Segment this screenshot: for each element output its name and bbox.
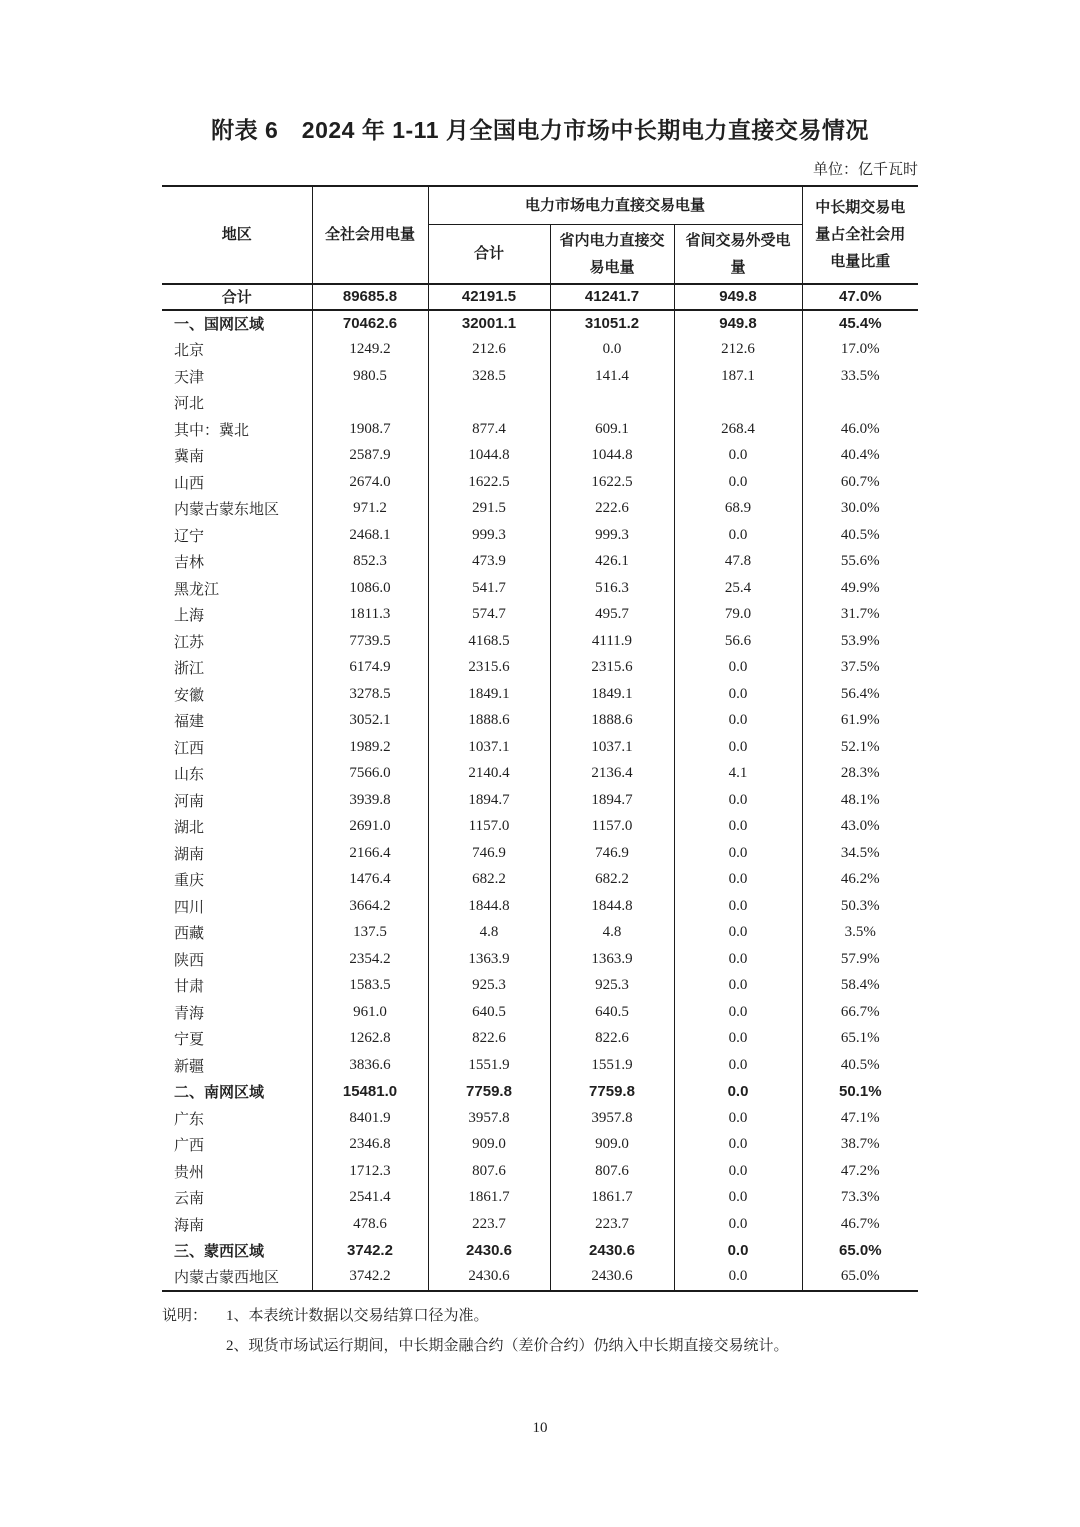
region-cell: 安徽 xyxy=(162,681,312,708)
value-cell: 3742.2 xyxy=(312,1238,428,1265)
value-cell: 30.0% xyxy=(802,496,918,523)
table-row xyxy=(162,310,918,337)
value-cell: 65.0% xyxy=(802,1238,918,1265)
value-cell: 42191.5 xyxy=(428,284,550,311)
table-row xyxy=(162,787,918,814)
value-cell: 1262.8 xyxy=(312,1026,428,1053)
value-cell: 33.5% xyxy=(802,363,918,390)
note-items xyxy=(226,1301,918,1363)
value-cell: 1861.7 xyxy=(550,1185,674,1212)
value-cell: 68.9 xyxy=(674,496,802,523)
value-cell: 4.1 xyxy=(674,761,802,788)
value-cell: 268.4 xyxy=(674,416,802,443)
region-cell: 江苏 xyxy=(162,628,312,655)
region-cell: 青海 xyxy=(162,999,312,1026)
value-cell: 8401.9 xyxy=(312,1105,428,1132)
value-cell: 822.6 xyxy=(428,1026,550,1053)
value-cell: 0.0 xyxy=(674,999,802,1026)
value-cell: 7739.5 xyxy=(312,628,428,655)
table-row xyxy=(162,708,918,735)
value-cell: 222.6 xyxy=(550,496,674,523)
value-cell: 3052.1 xyxy=(312,708,428,735)
value-cell: 212.6 xyxy=(674,337,802,364)
region-cell: 福建 xyxy=(162,708,312,735)
value-cell: 31.7% xyxy=(802,602,918,629)
value-cell: 31051.2 xyxy=(550,310,674,337)
value-cell: 70462.6 xyxy=(312,310,428,337)
value-cell: 1622.5 xyxy=(428,469,550,496)
value-cell: 50.3% xyxy=(802,893,918,920)
table-row xyxy=(162,284,918,311)
region-cell: 广西 xyxy=(162,1132,312,1159)
value-cell: 53.9% xyxy=(802,628,918,655)
value-cell: 0.0 xyxy=(674,973,802,1000)
region-cell: 云南 xyxy=(162,1185,312,1212)
value-cell: 79.0 xyxy=(674,602,802,629)
col-header-intra-provincial: 省内电力直接交易电量 xyxy=(550,224,674,284)
value-cell: 1811.3 xyxy=(312,602,428,629)
value-cell: 1888.6 xyxy=(428,708,550,735)
value-cell: 1989.2 xyxy=(312,734,428,761)
value-cell: 1551.9 xyxy=(428,1052,550,1079)
value-cell: 1712.3 xyxy=(312,1158,428,1185)
value-cell: 3.5% xyxy=(802,920,918,947)
region-cell: 河南 xyxy=(162,787,312,814)
value-cell: 999.3 xyxy=(428,522,550,549)
value-cell: 495.7 xyxy=(550,602,674,629)
region-cell: 山西 xyxy=(162,469,312,496)
value-cell: 3742.2 xyxy=(312,1264,428,1291)
value-cell: 807.6 xyxy=(550,1158,674,1185)
value-cell: 746.9 xyxy=(550,840,674,867)
region-cell: 三、蒙西区域 xyxy=(162,1238,312,1265)
value-cell: 56.4% xyxy=(802,681,918,708)
value-cell: 1249.2 xyxy=(312,337,428,364)
table-row xyxy=(162,681,918,708)
value-cell: 28.3% xyxy=(802,761,918,788)
value-cell: 66.7% xyxy=(802,999,918,1026)
region-cell: 内蒙古蒙西地区 xyxy=(162,1264,312,1291)
value-cell: 48.1% xyxy=(802,787,918,814)
value-cell: 909.0 xyxy=(550,1132,674,1159)
value-cell: 7759.8 xyxy=(428,1079,550,1106)
table-row xyxy=(162,1158,918,1185)
col-header-market-group: 电力市场电力直接交易电量 xyxy=(428,186,802,224)
value-cell: 47.8 xyxy=(674,549,802,576)
value-cell: 1037.1 xyxy=(428,734,550,761)
value-cell: 999.3 xyxy=(550,522,674,549)
value-cell: 2430.6 xyxy=(428,1238,550,1265)
region-cell: 其中：冀北 xyxy=(162,416,312,443)
value-cell: 0.0 xyxy=(674,787,802,814)
table-row xyxy=(162,814,918,841)
value-cell: 2430.6 xyxy=(550,1238,674,1265)
region-cell: 广东 xyxy=(162,1105,312,1132)
page-number: 10 xyxy=(532,1420,548,1436)
value-cell: 7566.0 xyxy=(312,761,428,788)
value-cell: 1037.1 xyxy=(550,734,674,761)
value-cell: 46.7% xyxy=(802,1211,918,1238)
value-cell: 0.0 xyxy=(674,1105,802,1132)
value-cell: 2468.1 xyxy=(312,522,428,549)
value-cell: 6174.9 xyxy=(312,655,428,682)
value-cell: 3939.8 xyxy=(312,787,428,814)
value-cell: 0.0 xyxy=(674,443,802,470)
value-cell: 971.2 xyxy=(312,496,428,523)
value-cell: 47.1% xyxy=(802,1105,918,1132)
value-cell: 0.0 xyxy=(674,1132,802,1159)
value-cell xyxy=(802,390,918,417)
value-cell: 3957.8 xyxy=(550,1105,674,1132)
value-cell: 682.2 xyxy=(428,867,550,894)
region-cell: 新疆 xyxy=(162,1052,312,1079)
region-cell: 内蒙古蒙东地区 xyxy=(162,496,312,523)
table-row xyxy=(162,416,918,443)
value-cell: 2315.6 xyxy=(428,655,550,682)
value-cell: 426.1 xyxy=(550,549,674,576)
value-cell: 43.0% xyxy=(802,814,918,841)
col-header-total-consumption: 全社会用电量 xyxy=(312,186,428,284)
region-cell: 陕西 xyxy=(162,946,312,973)
value-cell: 2691.0 xyxy=(312,814,428,841)
value-cell: 34.5% xyxy=(802,840,918,867)
value-cell: 38.7% xyxy=(802,1132,918,1159)
value-cell: 0.0 xyxy=(550,337,674,364)
table-row xyxy=(162,734,918,761)
table-row xyxy=(162,602,918,629)
region-cell: 湖北 xyxy=(162,814,312,841)
value-cell: 0.0 xyxy=(674,708,802,735)
value-cell: 61.9% xyxy=(802,708,918,735)
value-cell: 949.8 xyxy=(674,284,802,311)
value-cell: 852.3 xyxy=(312,549,428,576)
value-cell: 65.0% xyxy=(802,1264,918,1291)
table-row xyxy=(162,363,918,390)
trading-data-table xyxy=(162,185,918,1292)
value-cell: 25.4 xyxy=(674,575,802,602)
value-cell: 47.0% xyxy=(802,284,918,311)
value-cell: 1844.8 xyxy=(428,893,550,920)
value-cell: 1476.4 xyxy=(312,867,428,894)
value-cell: 0.0 xyxy=(674,814,802,841)
value-cell: 89685.8 xyxy=(312,284,428,311)
region-cell: 上海 xyxy=(162,602,312,629)
notes xyxy=(162,1301,918,1363)
table-row xyxy=(162,628,918,655)
table-row xyxy=(162,1185,918,1212)
value-cell: 2354.2 xyxy=(312,946,428,973)
table-row xyxy=(162,337,918,364)
value-cell: 909.0 xyxy=(428,1132,550,1159)
value-cell: 212.6 xyxy=(428,337,550,364)
region-cell: 重庆 xyxy=(162,867,312,894)
value-cell: 1849.1 xyxy=(550,681,674,708)
table-row xyxy=(162,1211,918,1238)
value-cell: 4.8 xyxy=(428,920,550,947)
value-cell: 1894.7 xyxy=(550,787,674,814)
region-cell: 江西 xyxy=(162,734,312,761)
table-row xyxy=(162,946,918,973)
table-row xyxy=(162,867,918,894)
value-cell: 15481.0 xyxy=(312,1079,428,1106)
value-cell: 65.1% xyxy=(802,1026,918,1053)
value-cell: 55.6% xyxy=(802,549,918,576)
col-header-region: 地区 xyxy=(162,186,312,284)
value-cell: 73.3% xyxy=(802,1185,918,1212)
value-cell: 2346.8 xyxy=(312,1132,428,1159)
region-cell: 西藏 xyxy=(162,920,312,947)
value-cell: 0.0 xyxy=(674,1052,802,1079)
page-content xyxy=(162,112,918,1362)
table-row xyxy=(162,469,918,496)
value-cell: 0.0 xyxy=(674,1211,802,1238)
value-cell xyxy=(428,390,550,417)
value-cell: 46.2% xyxy=(802,867,918,894)
table-row xyxy=(162,1238,918,1265)
value-cell: 2140.4 xyxy=(428,761,550,788)
region-cell: 合计 xyxy=(162,284,312,311)
value-cell: 52.1% xyxy=(802,734,918,761)
value-cell: 0.0 xyxy=(674,1158,802,1185)
value-cell: 1044.8 xyxy=(550,443,674,470)
table-row xyxy=(162,655,918,682)
note-item: 1、本表统计数据以交易结算口径为准。 xyxy=(226,1307,489,1324)
value-cell: 1861.7 xyxy=(428,1185,550,1212)
value-cell: 40.5% xyxy=(802,522,918,549)
value-cell: 40.5% xyxy=(802,1052,918,1079)
value-cell: 1363.9 xyxy=(550,946,674,973)
value-cell: 3957.8 xyxy=(428,1105,550,1132)
region-cell: 湖南 xyxy=(162,840,312,867)
value-cell: 746.9 xyxy=(428,840,550,867)
region-cell: 宁夏 xyxy=(162,1026,312,1053)
value-cell: 47.2% xyxy=(802,1158,918,1185)
value-cell: 3664.2 xyxy=(312,893,428,920)
value-cell: 2674.0 xyxy=(312,469,428,496)
value-cell: 0.0 xyxy=(674,655,802,682)
value-cell: 50.1% xyxy=(802,1079,918,1106)
value-cell: 0.0 xyxy=(674,469,802,496)
value-cell: 877.4 xyxy=(428,416,550,443)
value-cell: 58.4% xyxy=(802,973,918,1000)
value-cell: 0.0 xyxy=(674,920,802,947)
region-cell: 辽宁 xyxy=(162,522,312,549)
value-cell: 1583.5 xyxy=(312,973,428,1000)
table-row xyxy=(162,1026,918,1053)
value-cell: 0.0 xyxy=(674,1264,802,1291)
region-cell: 一、国网区域 xyxy=(162,310,312,337)
region-cell: 二、南网区域 xyxy=(162,1079,312,1106)
value-cell: 640.5 xyxy=(550,999,674,1026)
value-cell: 0.0 xyxy=(674,840,802,867)
value-cell: 807.6 xyxy=(428,1158,550,1185)
region-cell: 山东 xyxy=(162,761,312,788)
value-cell: 328.5 xyxy=(428,363,550,390)
table-row xyxy=(162,1079,918,1106)
value-cell: 4168.5 xyxy=(428,628,550,655)
value-cell: 46.0% xyxy=(802,416,918,443)
value-cell: 1157.0 xyxy=(428,814,550,841)
value-cell: 187.1 xyxy=(674,363,802,390)
value-cell: 0.0 xyxy=(674,522,802,549)
region-cell: 吉林 xyxy=(162,549,312,576)
table-row xyxy=(162,575,918,602)
value-cell: 574.7 xyxy=(428,602,550,629)
value-cell: 2136.4 xyxy=(550,761,674,788)
col-header-subtotal: 合计 xyxy=(428,224,550,284)
value-cell xyxy=(674,390,802,417)
value-cell: 57.9% xyxy=(802,946,918,973)
value-cell: 1044.8 xyxy=(428,443,550,470)
value-cell: 223.7 xyxy=(550,1211,674,1238)
table-row xyxy=(162,999,918,1026)
unit-label: 单位：亿千瓦时 xyxy=(812,162,918,178)
value-cell: 1157.0 xyxy=(550,814,674,841)
region-cell: 甘肃 xyxy=(162,973,312,1000)
value-cell: 32001.1 xyxy=(428,310,550,337)
value-cell: 949.8 xyxy=(674,310,802,337)
table-row xyxy=(162,390,918,417)
value-cell: 682.2 xyxy=(550,867,674,894)
value-cell: 41241.7 xyxy=(550,284,674,311)
region-cell: 冀南 xyxy=(162,443,312,470)
value-cell: 0.0 xyxy=(674,893,802,920)
table-row xyxy=(162,549,918,576)
value-cell: 56.6 xyxy=(674,628,802,655)
table-row xyxy=(162,920,918,947)
table-row xyxy=(162,1132,918,1159)
col-header-share: 中长期交易电量占全社会用电量比重 xyxy=(802,186,918,284)
value-cell: 141.4 xyxy=(550,363,674,390)
value-cell: 4111.9 xyxy=(550,628,674,655)
value-cell: 1363.9 xyxy=(428,946,550,973)
value-cell: 17.0% xyxy=(802,337,918,364)
value-cell: 0.0 xyxy=(674,1185,802,1212)
table-row xyxy=(162,496,918,523)
value-cell: 0.0 xyxy=(674,867,802,894)
col-header-inter-provincial: 省间交易外受电量 xyxy=(674,224,802,284)
table-row xyxy=(162,1052,918,1079)
value-cell: 822.6 xyxy=(550,1026,674,1053)
value-cell: 60.7% xyxy=(802,469,918,496)
value-cell: 137.5 xyxy=(312,920,428,947)
table-row xyxy=(162,893,918,920)
value-cell: 1908.7 xyxy=(312,416,428,443)
table-row xyxy=(162,443,918,470)
page-title: 附表 6 2024 年 1-11 月全国电力市场中长期电力直接交易情况 xyxy=(211,117,869,143)
note-item: 2、现货市场试运行期间，中长期金融合约（差价合约）仍纳入中长期直接交易统计。 xyxy=(226,1338,789,1355)
value-cell: 1622.5 xyxy=(550,469,674,496)
value-cell: 1894.7 xyxy=(428,787,550,814)
region-cell: 四川 xyxy=(162,893,312,920)
value-cell: 640.5 xyxy=(428,999,550,1026)
table-row xyxy=(162,522,918,549)
value-cell: 7759.8 xyxy=(550,1079,674,1106)
value-cell: 223.7 xyxy=(428,1211,550,1238)
value-cell: 541.7 xyxy=(428,575,550,602)
value-cell: 980.5 xyxy=(312,363,428,390)
value-cell: 0.0 xyxy=(674,946,802,973)
table-row xyxy=(162,1264,918,1291)
table-body xyxy=(162,284,918,1291)
region-cell: 河北 xyxy=(162,390,312,417)
value-cell: 2541.4 xyxy=(312,1185,428,1212)
value-cell: 2166.4 xyxy=(312,840,428,867)
value-cell: 0.0 xyxy=(674,734,802,761)
value-cell: 609.1 xyxy=(550,416,674,443)
value-cell: 0.0 xyxy=(674,1026,802,1053)
value-cell: 40.4% xyxy=(802,443,918,470)
value-cell: 37.5% xyxy=(802,655,918,682)
region-cell: 天津 xyxy=(162,363,312,390)
value-cell: 1849.1 xyxy=(428,681,550,708)
table-row xyxy=(162,840,918,867)
value-cell: 0.0 xyxy=(674,1238,802,1265)
region-cell: 贵州 xyxy=(162,1158,312,1185)
table-row xyxy=(162,1105,918,1132)
value-cell: 4.8 xyxy=(550,920,674,947)
value-cell: 0.0 xyxy=(674,681,802,708)
value-cell: 473.9 xyxy=(428,549,550,576)
value-cell: 3278.5 xyxy=(312,681,428,708)
value-cell: 1888.6 xyxy=(550,708,674,735)
value-cell: 2315.6 xyxy=(550,655,674,682)
value-cell xyxy=(550,390,674,417)
value-cell: 45.4% xyxy=(802,310,918,337)
value-cell: 3836.6 xyxy=(312,1052,428,1079)
value-cell: 925.3 xyxy=(428,973,550,1000)
table-row xyxy=(162,973,918,1000)
value-cell: 1086.0 xyxy=(312,575,428,602)
region-cell: 浙江 xyxy=(162,655,312,682)
table-row xyxy=(162,761,918,788)
value-cell: 1844.8 xyxy=(550,893,674,920)
value-cell: 2430.6 xyxy=(428,1264,550,1291)
value-cell: 0.0 xyxy=(674,1079,802,1106)
value-cell: 2587.9 xyxy=(312,443,428,470)
region-cell: 北京 xyxy=(162,337,312,364)
value-cell: 961.0 xyxy=(312,999,428,1026)
value-cell: 478.6 xyxy=(312,1211,428,1238)
region-cell: 黑龙江 xyxy=(162,575,312,602)
table-header xyxy=(162,186,918,284)
value-cell: 2430.6 xyxy=(550,1264,674,1291)
region-cell: 海南 xyxy=(162,1211,312,1238)
value-cell: 516.3 xyxy=(550,575,674,602)
value-cell: 925.3 xyxy=(550,973,674,1000)
value-cell: 1551.9 xyxy=(550,1052,674,1079)
notes-label: 说明： xyxy=(162,1307,208,1324)
value-cell xyxy=(312,390,428,417)
value-cell: 49.9% xyxy=(802,575,918,602)
value-cell: 291.5 xyxy=(428,496,550,523)
